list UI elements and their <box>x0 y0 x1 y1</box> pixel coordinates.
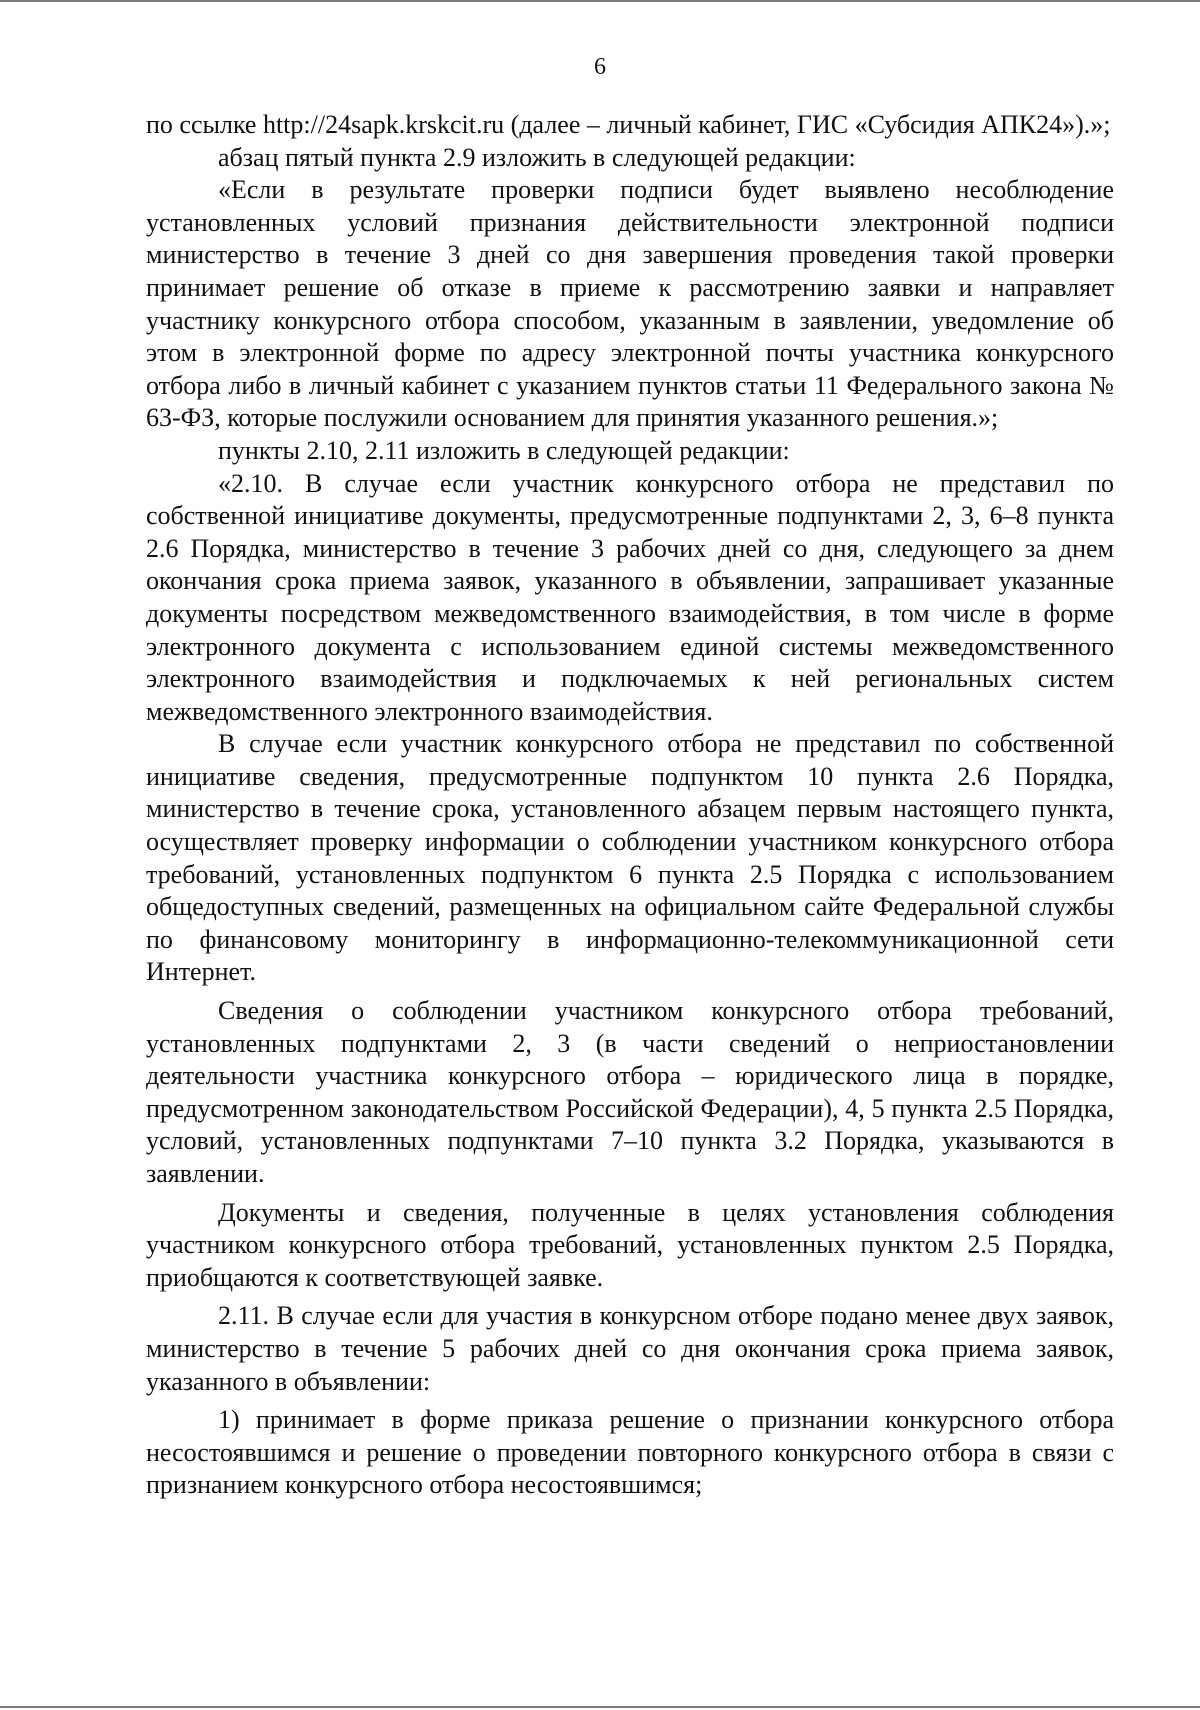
paragraph-clause-2-10-second: В случае если участник конкурсного отбора не представил по собственной инициативе сведения, предусмотренные подпунктом 10 пункта 2.6 Порядка, министерство в течение срока, установленного абзацем первым настоящего пункта, осуществляет проверку информации о соблюдении участником конкурсного отбора требований, установленных подпунктом 6 пункта 2.5 Порядка с использованием общедоступных сведений, размещенных на официальном сайте Федеральной службы по финансовому мониторингу в информационно-телекоммуникационной сети Интернет. <box>146 729 1114 987</box>
paragraph-clause-2-10: «2.10. В случае если участник конкурсного отбора не представил по собственной инициативе документы, предусмотренные подпунктами 2, 3, 6–8 пункта 2.6 Порядка, министерство в течение 3 рабочих дней со дня, следующего за днем окончания срока приема заявок, указанного в объявлении, запрашивает указанные документы посредством межведомственного взаимодействия, в том числе в форме электронного документа с использованием единой системы межведомственного электронного взаимодействия и подключаемых к ней региональных систем межведомственного электронного взаимодействия. <box>146 468 1114 726</box>
page-bottom-edge <box>0 1706 1200 1708</box>
page-number: 6 <box>594 54 606 80</box>
paragraph-amendment-2-9-intro: абзац пятый пункта 2.9 изложить в следующей редакции: <box>218 142 856 172</box>
paragraph-amendment-2-9-text: «Если в результате проверки подписи будет выявлено несоблюдение установленных условий признания действительности электронной подписи министерство в течение 3 дней со дня завершения проведения такой проверки принимает решение об отказе в приеме к рассмотрению заявки и направляет участнику конкурсного отбора способом, указанным в заявлении, уведомление об этом в электронной форме по адресу электронной почты участника конкурсного отбора либо в личный кабинет с указанием пунктов статьи 11 Федерального закона № 63-ФЗ, которые послужили основанием для принятия указанного решения.»; <box>146 175 1114 433</box>
paragraph-clause-2-11: 2.11. В случае если для участия в конкурсном отборе подано менее двух заявок, министерство в течение 5 рабочих дней со дня окончания срока приема заявок, указанного в объявлении: <box>146 1301 1114 1396</box>
paragraph-clause-2-10-fourth: Документы и сведения, полученные в целях установления соблюдения участником конкурсного отбора требований, установленных пунктом 2.5 Порядка, приобщаются к соответствующей заявке. <box>146 1197 1114 1292</box>
document-body <box>146 109 1114 1502</box>
page-top-edge <box>0 0 1200 2</box>
paragraph-continuation-link: по ссылке http://24sapk.krskcit.ru (далее – личный кабинет, ГИС «Субсидия АПК24»).»; <box>146 110 1111 139</box>
paragraph-amendment-2-10-2-11-intro: пункты 2.10, 2.11 изложить в следующей редакции: <box>218 435 790 465</box>
paragraph-clause-2-11-item-1: 1) принимает в форме приказа решение о признании конкурсного отбора несостоявшимся и решение о проведении повторного конкурсного отбора в связи с признанием конкурсного отбора несостоявшимся; <box>146 1405 1114 1500</box>
paragraph-clause-2-10-third: Сведения о соблюдении участником конкурсного отбора требований, установленных подпунктами 2, 3 (в части сведений о неприостановлении деятельности участника конкурсного отбора – юридического лица в порядке, предусмотренном законодательством Российской Федерации), 4, 5 пункта 2.5 Порядка, условий, установленных подпунктами 7–10 пункта 3.2 Порядка, указываются в заявлении. <box>146 996 1114 1188</box>
